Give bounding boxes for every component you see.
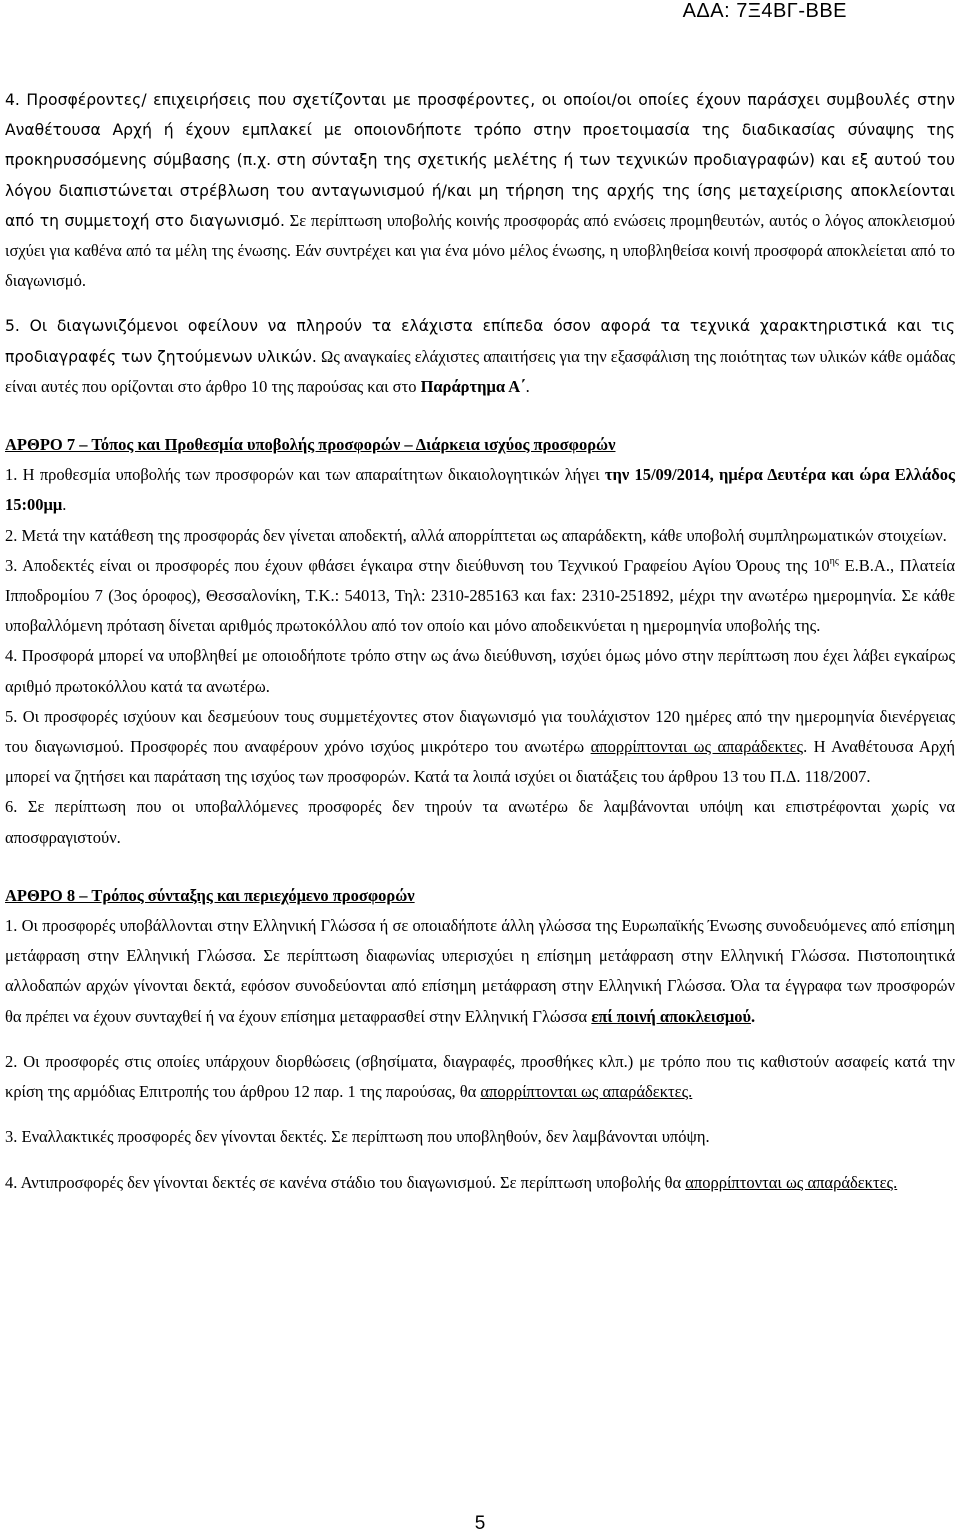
article-8-item-4 xyxy=(5,1168,955,1198)
article-7-item-1 xyxy=(5,460,955,520)
spacer xyxy=(5,296,955,311)
article-7-item-3-text: 3. Αποδεκτές είναι οι προσφορές που έχουν φθάσει έγκαιρα στην διεύθυνση του Τεχνικού Γραφείου Αγίου Όρους της 10 xyxy=(5,555,830,575)
spacer xyxy=(5,402,955,430)
article-7-item-5-rest: . Η Αναθέτουσα Αρχή μπορεί να ζητήσει και παράταση της ισχύος των προσφορών. Κατά τα λοιπά ισχύει οι διατάξεις του άρθρου 13 του Π.Δ. 118/2007. xyxy=(5,737,956,787)
spacer xyxy=(5,853,955,881)
article-8-heading: ΑΡΘΡΟ 8 – Τρόπος σύνταξης και περιεχόμενο προσφορών xyxy=(5,885,415,905)
article-7-item-3-protocol: Σε κάθε υποβαλλόμενη πρόταση δίνεται αριθμός πρωτοκόλλου από τον οποίο και μόνο αποδεικνύεται η ημερομηνία υποβολής της. xyxy=(5,586,956,636)
article-8-item-2 xyxy=(5,1047,955,1107)
article-7-item-6: 6. Σε περίπτωση που οι υποβαλλόμενες προσφορές δεν τηρούν τα ανωτέρω δε λαμβάνονται υπόψη και επιστρέφονται χωρίς να αποσφραγιστούν. xyxy=(5,797,955,847)
article-8-item-3: 3. Εναλλακτικές προσφορές δεν γίνονται δεκτές. Σε περίπτωση που υποβληθούν, δεν λαμβάνονται υπόψη. xyxy=(5,1127,710,1147)
paragraph-4 xyxy=(5,85,955,296)
article-7-item-4: 4. Προσφορά μπορεί να υποβληθεί με οποιοδήποτε τρόπο στην ως άνω διεύθυνση, ισχύει όμως μόνο στην περίπτωση που έχει λάβει εγκαίρως αριθμό πρωτοκόλλου κατά τα ανωτέρω. xyxy=(5,646,955,696)
article-8-item-1 xyxy=(5,911,955,1032)
article-7-heading: ΑΡΘΡΟ 7 – Τόπος και Προθεσμία υποβολής προσφορών – Διάρκεια ισχύος προσφορών xyxy=(5,435,616,455)
exclusion-penalty: επί ποινή αποκλεισμού xyxy=(591,1006,752,1026)
article-8-item-2-text: 2. Οι προσφορές στις οποίες υπάρχουν διορθώσεις (σβησίματα, διαγραφές, προσθήκες κλπ.) με τρόπο που τις καθιστούν ασαφείς κατά την κρίση της αρμόδιας Επιτροπής του άρθρου 12 παρ. 1 της παρούσας, θα xyxy=(5,1051,955,1102)
deadline-date: την 15/09/2014, ημέρα Δευτέρα και ώρα Ελλάδος 15:00μμ xyxy=(5,465,955,515)
page-number: 5 xyxy=(474,1513,486,1534)
paragraph-4-part-b: Σε περίπτωση υποβολής κοινής προσφοράς από ενώσεις προμηθευτών, αυτός ο λόγος αποκλεισμού ισχύει για καθένα από τα μέλη της ένωσης. Εάν συντρέχει και για ένα μόνο μέλος ένωσης, η υποβληθείσα κοινή προσφορά αποκλείεται από το διαγωνισμό. xyxy=(5,210,955,291)
spacer xyxy=(5,1032,955,1047)
rejected-as-inadmissible: απορρίπτονται ως απαράδεκτες. xyxy=(480,1082,693,1102)
ordinal-superscript: ης xyxy=(829,555,839,567)
paragraph-4-part-a: 4. Προσφέροντες/ επιχειρήσεις που σχετίζονται με προσφέροντες, οι οποίοι/οι οποίες έχουν παράσχει συμβουλές στην Αναθέτουσα Αρχή ή έχουν εμπλακεί με οποιονδήποτε τρόπο στην προετοιμασία της διαδικασίας σύναψης της προκηρυσσόμενης σύμβασης (π.χ. στη σύνταξη της σχετικής μελέτης ή των τεχνικών προδιαγραφών) και εξ αυτού του λόγου διαπιστώνεται στρέβλωση του ανταγωνισμού ή/και μη τήρηση της αρχής της ίσης μεταχείρισης αποκλείονται από τη συμμετοχή στο διαγωνισμό. xyxy=(5,91,955,230)
paragraph-5-part-a: 5. Οι διαγωνιζόμενοι οφείλουν να πληρούν τα ελάχιστα επίπεδα όσον αφορά τα τεχνικά χαρακτηριστικά και τις προδιαγραφές των ζητούμενων υλικών. xyxy=(5,317,955,366)
article-7-item-1-end: . xyxy=(62,495,67,515)
article-7-item-3-address: Ε.Β.Α., Πλατεία Ιπποδρομίου 7 (3ος όροφος), Θεσσαλονίκη, Τ.Κ.: 54013, Τηλ: 2310-285163 και fax: 2310-251892, μέχρι την ανωτέρω ημερομηνία. xyxy=(5,555,955,606)
article-7-item-5-text: 5. Οι προσφορές ισχύουν και δεσμεύουν τους συμμετέχοντες στον διαγωνισμό για τουλάχιστον 120 ημέρες από την ημερομηνία διενέργειας του διαγωνισμού. Προσφορές που αναφέρουν χρόνο ισχύος μικρότερο του ανωτέρω xyxy=(5,706,955,757)
article-7-item-1-text: 1. Η προθεσμία υποβολής των προσφορών και των απαραίτητων δικαιολογητικών λήγει xyxy=(5,465,605,485)
annex-a-reference: Παράρτημα Α΄ xyxy=(420,376,526,396)
rejected-as-inadmissible: απορρίπτονται ως απαράδεκτες. xyxy=(685,1172,898,1192)
article-7-item-5 xyxy=(5,702,955,793)
ada-code: ΑΔΑ: 7Ξ4ΒΓ-ΒΒΕ xyxy=(682,0,847,22)
paragraph-5-part-b: Ως αναγκαίες ελάχιστες απαιτήσεις για την εξασφάλιση της ποιότητας των υλικών κάθε ομάδας είναι αυτές που ορίζονται στο άρθρο 10 της παρούσας και στο xyxy=(5,346,956,396)
paragraph-5-end: . xyxy=(525,376,530,396)
spacer xyxy=(5,1153,955,1168)
article-8-item-1-end: . xyxy=(751,1006,756,1026)
spacer xyxy=(5,1107,955,1122)
document-body xyxy=(5,85,955,1198)
rejected-as-inadmissible: απορρίπτονται ως απαράδεκτες xyxy=(590,737,804,757)
article-7-item-3 xyxy=(5,551,955,642)
article-7-item-2: 2. Μετά την κατάθεση της προσφοράς δεν γίνεται αποδεκτή, αλλά απορρίπτεται ως απαράδεκτη, κάθε υποβολή συμπληρωματικών στοιχείων. xyxy=(5,525,947,545)
article-8-item-1-text: 1. Οι προσφορές υποβάλλονται στην Ελληνική Γλώσσα ή σε οποιαδήποτε άλλη γλώσσα της Ευρωπαϊκής Ένωσης συνοδευόμενες από επίσημη μετάφραση στην Ελληνική Γλώσσα. Σε περίπτωση διαφωνίας υπερισχύει η επίσημη μετάφραση στην Ελληνική Γλώσσα. Πιστοποιητικά αλλοδαπών αρχών γίνονται δεκτά, εφόσον συνοδεύονται από επίσημη μετάφραση στην Ελληνική Γλώσσα. Όλα τα έγγραφα των προσφορών θα πρέπει να έχουν συνταχθεί ή να έχουν επίσημα μεταφρασθεί στην Ελληνική Γλώσσα xyxy=(5,916,955,1026)
paragraph-5 xyxy=(5,311,955,402)
article-8-item-4-text: 4. Αντιπροσφορές δεν γίνονται δεκτές σε κανένα στάδιο του διαγωνισμού. Σε περίπτωση υποβολής θα xyxy=(5,1172,686,1192)
